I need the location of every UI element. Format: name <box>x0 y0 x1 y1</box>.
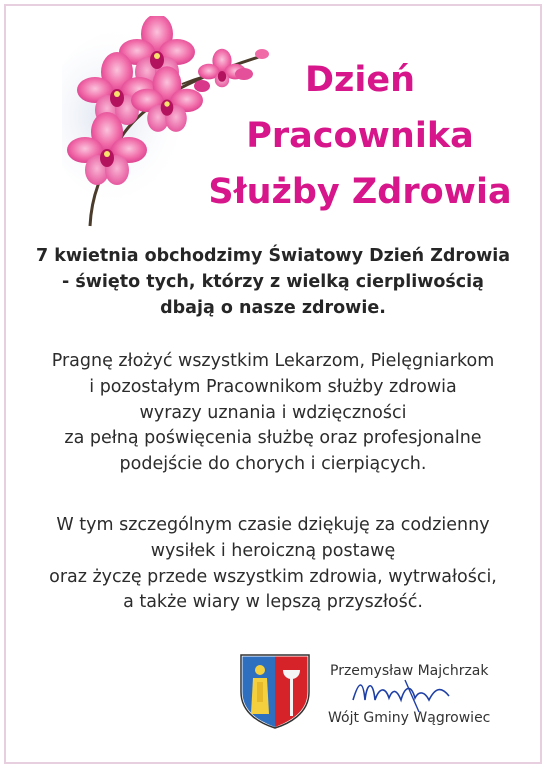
page-title <box>180 52 540 220</box>
coat-of-arms-icon <box>238 652 312 730</box>
text-line: za pełną poświęcenia służbę oraz profesjonalne <box>64 428 482 449</box>
greeting-paragraph <box>20 349 526 478</box>
text-line: wyrazy uznania i wdzięczności <box>139 402 407 423</box>
title-line: Pracownika <box>246 116 474 156</box>
text-line: wysiłek i heroiczną postawę <box>150 540 396 561</box>
text-line: Pragnę złożyć wszystkim Lekarzom, Pielęgniarkom <box>51 351 495 371</box>
text-line: oraz życzę przede wszystkim zdrowia, wytrwałości, <box>49 566 497 587</box>
text-line: i pozostałym Pracownikom służby zdrowia <box>89 376 457 397</box>
intro-paragraph <box>20 244 526 321</box>
thanks-paragraph <box>20 513 526 616</box>
title-line: Służby Zdrowia <box>208 172 512 212</box>
text-line: - święto tych, którzy z wielką cierpliwością <box>61 271 484 292</box>
text-line: 7 kwietnia obchodzimy Światowy Dzień Zdrowia <box>35 246 511 266</box>
text-line: W tym szczególnym czasie dziękuję za codzienny <box>56 515 490 535</box>
text-line: a także wiary w lepszą przyszłość. <box>123 592 423 613</box>
signatory-role: Wójt Gminy Wągrowiec <box>328 710 491 726</box>
text-line: dbają o nasze zdrowie. <box>160 297 386 318</box>
text-line: podejście do chorych i cierpiących. <box>119 454 427 475</box>
title-line: Dzień <box>304 60 416 100</box>
signatory-name: Przemysław Majchrzak <box>330 663 489 679</box>
